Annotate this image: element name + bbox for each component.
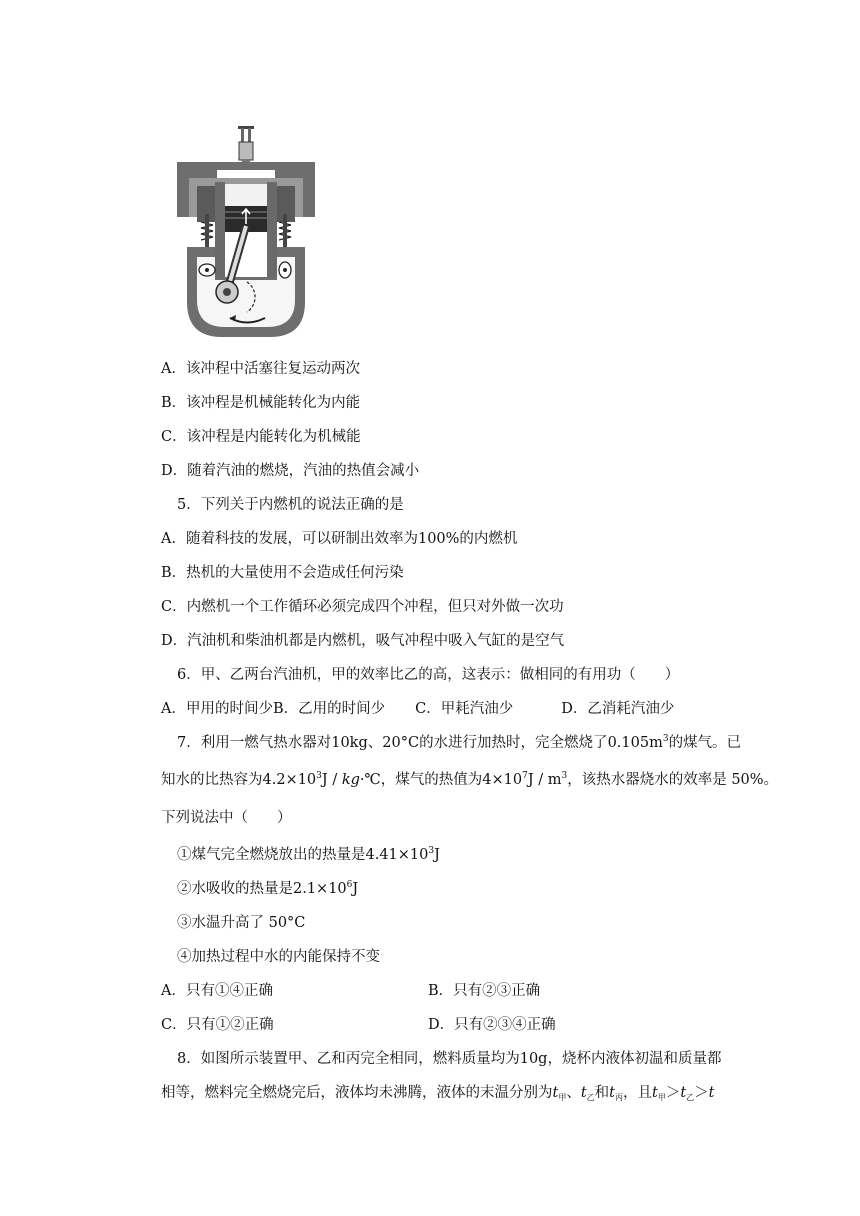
q7-text: ，煤气的热值为 — [380, 772, 483, 788]
q7-statement-3: ③水温升高了 50°C — [177, 915, 306, 931]
q7-statement-4: ④加热过程中水的内能保持不变 — [177, 949, 380, 965]
q4-option-b: B．该冲程是机械能转化为内能 — [161, 395, 361, 411]
q7-unit: J / — [321, 772, 342, 788]
q5-option-c: C．内燃机一个工作循环必须完成四个冲程，但只对外做一次功 — [161, 599, 564, 615]
q7-option-c: C．只有①②正确 — [161, 1017, 274, 1033]
q7-text: 7．利用一燃气热水器对 — [177, 735, 332, 751]
q7-volume: 0.105m — [607, 735, 663, 751]
q5-option-a: A．随着科技的发展，可以研制出效率为100%的内燃机 — [161, 531, 518, 547]
q7-exponent: 3 — [428, 846, 435, 856]
q8-subscript: 甲 — [558, 1093, 567, 1102]
q7-temp: 20°C — [382, 735, 420, 751]
q5-option-b: B．热机的大量使用不会造成任何污染 — [161, 565, 404, 581]
q7-exponent: 6 — [346, 880, 353, 890]
q7-option-d: D．只有②③④正确 — [428, 1017, 556, 1033]
q6-option-a: A．甲用的时间少 — [161, 701, 273, 717]
q8-temp-symbol: t — [580, 1085, 587, 1101]
q7-stem-line-3: 下列说法中（ ） — [161, 810, 292, 826]
q7-unit: J — [352, 881, 359, 897]
q8-subscript: 甲 — [657, 1093, 666, 1102]
q8-gt: ＞ — [694, 1085, 709, 1101]
q4-option-c: C．该冲程是内能转化为机械能 — [161, 429, 361, 445]
q8-sep: 、 — [566, 1085, 581, 1101]
q7-stem-line-1 — [177, 733, 741, 753]
engine-stroke-diagram — [175, 122, 320, 342]
q7-exponent: 3 — [561, 771, 568, 781]
q7-exponent: 3 — [662, 734, 669, 744]
q7-statement-1 — [177, 845, 440, 865]
q7-sep: 、 — [367, 735, 383, 751]
q8-stem-line-1: 8．如图所示装置甲、乙和丙完全相同，燃料质量均为10g，烧杯内液体初温和质量都 — [177, 1051, 722, 1067]
q8-temp-symbol: t — [609, 1085, 615, 1101]
q7-text: 的水进行加热时，完全燃烧了 — [419, 735, 608, 751]
q7-unit: kg — [341, 772, 360, 788]
q8-temp-symbol: t — [680, 1085, 687, 1101]
q8-text: ，且 — [622, 1085, 652, 1101]
q7-mass: 10kg — [331, 735, 368, 751]
q8-gt: ＞ — [665, 1085, 681, 1101]
q7-option-b: B．只有②③正确 — [428, 983, 541, 999]
q7-stem-line-2 — [161, 770, 778, 790]
q7-unit: ·℃ — [359, 772, 381, 788]
q7-heat-value: 4×10 — [482, 772, 523, 788]
q8-text: 相等，燃料完全燃烧完后，液体均未沸腾，液体的末温分别为 — [161, 1085, 553, 1101]
q6-option-d: D．乙消耗汽油少 — [561, 701, 675, 717]
q4-option-a: A．该冲程中活塞往复运动两次 — [161, 361, 360, 377]
q7-text: ②水吸收的热量是 — [177, 881, 293, 897]
q8-stem-line-2 — [161, 1083, 714, 1103]
q4-option-d: D．随着汽油的燃烧，汽油的热值会减小 — [161, 463, 420, 479]
q7-text: ①煤气完全燃烧放出的热量是 — [177, 847, 366, 863]
q6-option-b: B．乙用的时间少 — [272, 701, 386, 717]
q8-subscript: 丙 — [614, 1093, 623, 1102]
q8-temp-symbol: t — [552, 1085, 559, 1101]
q5-option-d: D．汽油机和柴油机都是内燃机，吸气冲程中吸入气缸的是空气 — [161, 633, 565, 649]
q7-value: 2.1×10 — [293, 881, 347, 897]
q8-text: 和 — [594, 1085, 610, 1101]
q7-text: 知水的比热容为 — [161, 772, 263, 788]
q7-text: ，该热水器烧水的效率是 50%。 — [567, 772, 779, 788]
q8-subscript: 乙 — [586, 1093, 595, 1102]
q7-unit: J — [434, 847, 440, 863]
q7-exponent: 7 — [522, 771, 528, 781]
q7-text: 的煤气。已 — [668, 735, 742, 751]
q7-statement-2 — [177, 879, 358, 899]
q7-option-a: A．只有①④正确 — [161, 983, 273, 999]
q7-exponent: 3 — [316, 771, 322, 781]
q6-stem: 6．甲、乙两台汽油机，甲的效率比乙的高，这表示：做相同的有用功（ ） — [177, 667, 680, 683]
q6-option-c: C．甲耗汽油少 — [415, 701, 514, 717]
q8-temp-symbol: t — [708, 1085, 715, 1101]
q6-options-row — [161, 699, 674, 719]
q7-value: 4.41×10 — [365, 847, 429, 863]
q8-subscript: 乙 — [686, 1093, 695, 1102]
q5-stem: 5．下列关于内燃机的说法正确的是 — [177, 497, 404, 513]
q7-unit: J / m — [527, 772, 562, 788]
q7-specific-heat: 4.2×10 — [262, 772, 317, 788]
q8-temp-symbol: t — [651, 1085, 658, 1101]
